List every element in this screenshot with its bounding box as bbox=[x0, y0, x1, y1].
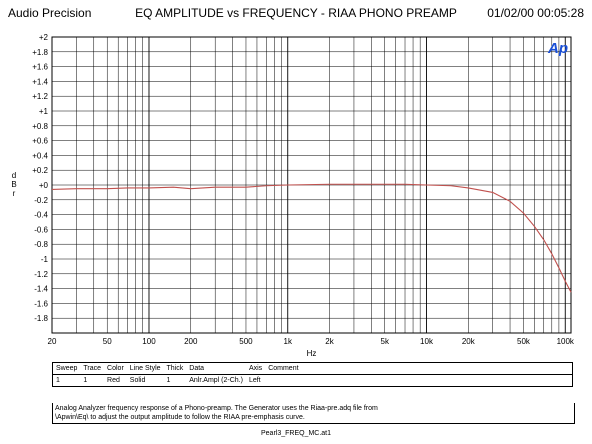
x-tick-label: 50k bbox=[517, 337, 530, 346]
y-tick-label: +1.4 bbox=[32, 77, 48, 87]
y-tick-label: -1 bbox=[40, 255, 48, 264]
table-header-cell: Line Style bbox=[129, 365, 161, 372]
table-cell: Anlr.Ampl (2-Ch.) bbox=[189, 377, 243, 384]
x-tick-label: 50 bbox=[102, 337, 112, 346]
x-tick-label: 200 bbox=[184, 337, 198, 346]
table-cell bbox=[265, 375, 301, 387]
x-tick-label: 2k bbox=[325, 337, 334, 346]
x-tick-label: 10k bbox=[420, 337, 433, 346]
timestamp: 01/02/00 00:05:28 bbox=[487, 6, 584, 20]
table-cell: 1 bbox=[56, 377, 60, 384]
trace-table bbox=[52, 362, 573, 387]
y-tick-label: +1.8 bbox=[32, 47, 48, 57]
y-axis-label-char: d bbox=[11, 171, 17, 180]
y-axis-label-char: B bbox=[11, 180, 17, 189]
y-tick-label: +1.2 bbox=[32, 92, 48, 102]
y-tick-label: +0.2 bbox=[32, 166, 48, 176]
y-tick-label: +0 bbox=[38, 181, 48, 190]
y-tick-label: -1.4 bbox=[34, 284, 48, 294]
description bbox=[52, 403, 575, 424]
ap-logo: Ap bbox=[548, 40, 568, 57]
x-tick-label: 100k bbox=[556, 337, 574, 346]
table-cell: 1 bbox=[83, 377, 88, 384]
table-cell: Red bbox=[107, 377, 120, 384]
table-cell: Solid bbox=[129, 377, 146, 384]
table-header-cell: Sweep bbox=[56, 365, 78, 372]
y-tick-label: +1 bbox=[38, 107, 48, 116]
y-axis-label-char: r bbox=[12, 189, 16, 198]
table-header-cell: Comment bbox=[268, 365, 299, 372]
description-line-2: \Apwin\Eq\ to adjust the output amplitude to follow the RIAA pre-emphasis curve. bbox=[55, 414, 305, 421]
table-body bbox=[53, 375, 572, 387]
y-tick-label: -0.6 bbox=[34, 225, 48, 235]
file-name: Pearl3_FREQ_MC.at1 bbox=[260, 430, 332, 437]
table-cell: Left bbox=[248, 377, 261, 384]
y-tick-label: +0.4 bbox=[32, 151, 48, 161]
x-tick-label: 1k bbox=[283, 337, 292, 346]
x-tick-labels bbox=[48, 337, 575, 346]
y-tick-labels bbox=[32, 33, 48, 323]
app-name: Audio Precision bbox=[8, 6, 92, 20]
table-header-cell: Axis bbox=[248, 365, 263, 372]
table-cell: 1 bbox=[166, 377, 171, 384]
table-header-cell: Thick bbox=[166, 365, 184, 372]
y-tick-label: -0.2 bbox=[34, 195, 48, 205]
table-header-cell: Trace bbox=[83, 365, 102, 372]
y-tick-label: -1.6 bbox=[34, 299, 48, 309]
table-header-cell: Data bbox=[189, 365, 205, 372]
y-tick-label: -0.8 bbox=[34, 240, 48, 250]
y-tick-label: -1.8 bbox=[34, 314, 48, 324]
y-tick-label: +1.6 bbox=[32, 62, 48, 72]
y-tick-label: +0.6 bbox=[32, 136, 48, 146]
x-tick-label: 20k bbox=[461, 337, 475, 346]
table-header-row bbox=[53, 363, 572, 375]
table-row bbox=[53, 375, 572, 387]
y-tick-label: +2 bbox=[38, 33, 48, 42]
x-tick-label: 500 bbox=[239, 337, 253, 346]
y-tick-label: -0.4 bbox=[34, 210, 48, 220]
y-axis-label bbox=[11, 171, 16, 198]
chart-title: EQ AMPLITUDE vs FREQUENCY - RIAA PHONO PREAMP bbox=[135, 6, 457, 20]
y-tick-label: +0.8 bbox=[32, 121, 48, 131]
y-tick-label: -1.2 bbox=[34, 269, 48, 279]
table-header-cell: Color bbox=[107, 365, 124, 372]
description-line-1: Analog Analyzer frequency response of a Phono-preamp. The Generator uses the Riaa-pre.adq file from bbox=[55, 405, 378, 412]
x-axis-label: Hz bbox=[306, 349, 317, 358]
x-tick-label: 100 bbox=[142, 337, 156, 346]
x-tick-label: 5k bbox=[380, 337, 389, 346]
x-tick-label: 20 bbox=[47, 337, 57, 346]
